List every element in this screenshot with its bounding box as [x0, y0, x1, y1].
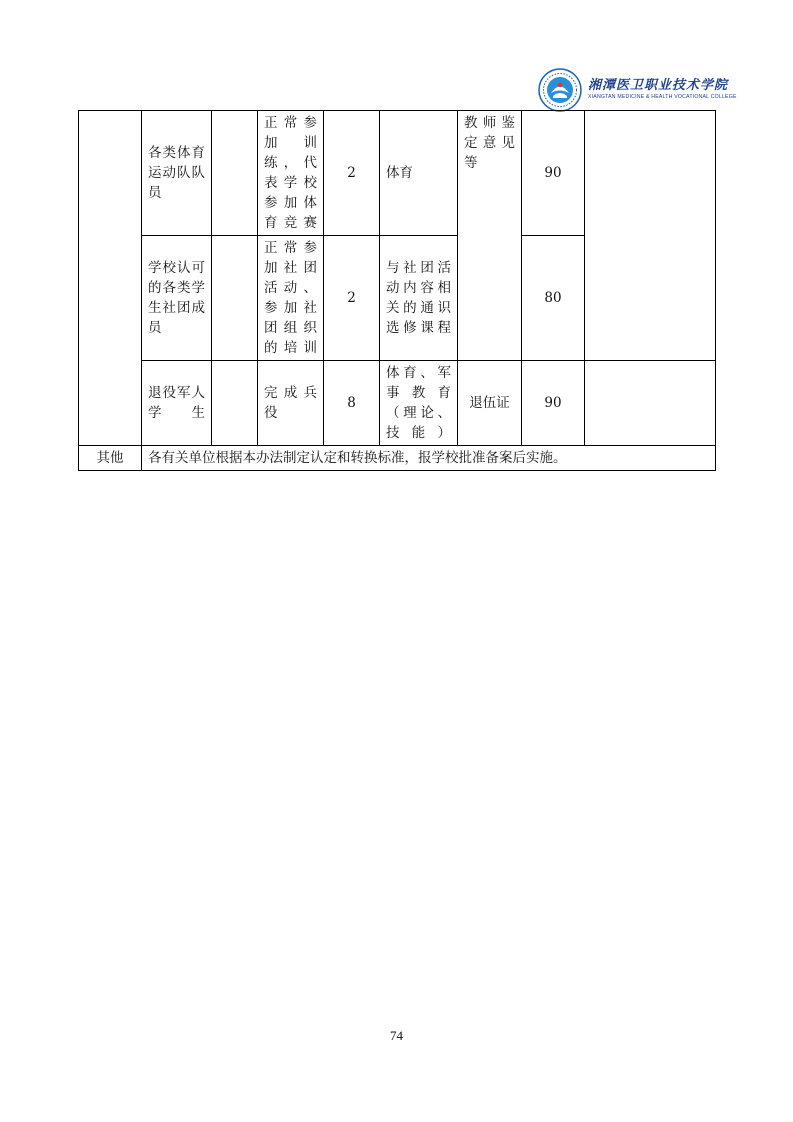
- condition-text: 完成兵役: [264, 385, 317, 421]
- college-emblem-icon: [538, 68, 582, 112]
- item-cell: [142, 361, 212, 446]
- proof-cell: [458, 111, 522, 361]
- score-cell: 90: [522, 361, 585, 446]
- credits-cell: 2: [324, 236, 380, 361]
- college-name: 湘潭医卫职业技术学院: [588, 78, 729, 93]
- course-cell: [380, 236, 458, 361]
- credits-cell: 2: [324, 111, 380, 236]
- item-cell: [142, 236, 212, 361]
- college-name-english: XIANGTAN MEDICINE & HEALTH VOCATIONAL COLLEGE: [588, 94, 737, 100]
- condition-text: 正常参加训练，代表学校参加体育竞赛: [264, 115, 317, 231]
- score-cell: 90: [522, 111, 585, 236]
- blank-cell: [212, 236, 258, 361]
- condition-cell: [258, 111, 324, 236]
- table-row-other: [79, 446, 716, 471]
- proof-cell: 退伍证: [458, 361, 522, 446]
- condition-text: 正常参加社团活动、参加社团组织的培训: [264, 240, 317, 356]
- page-number: 74: [390, 1028, 403, 1043]
- item-text: 退役军人学生: [148, 385, 205, 421]
- credits-cell: 8: [324, 361, 380, 446]
- course-text: 与社团活动内容相关的通识选修课程: [386, 260, 451, 336]
- other-label: 其他: [79, 446, 142, 471]
- table-row: [79, 111, 716, 236]
- score-cell: 80: [522, 236, 585, 361]
- college-logo: [538, 68, 737, 112]
- condition-cell: [258, 361, 324, 446]
- credit-conversion-table: [78, 110, 716, 471]
- remark-cell: [585, 361, 716, 446]
- remark-cell: [585, 111, 716, 361]
- blank-cell: [212, 361, 258, 446]
- course-cell: [380, 361, 458, 446]
- item-text: 各类体育运动队队员: [148, 145, 205, 201]
- course-text: 体育、军事教育（理论、技能）: [386, 365, 451, 441]
- item-cell: [142, 111, 212, 236]
- blank-cell: [212, 111, 258, 236]
- item-text: 学校认可的各类学生社团成员: [148, 260, 205, 336]
- proof-text: 教师鉴定意见等: [464, 115, 515, 171]
- course-cell: 体育: [380, 111, 458, 236]
- other-text: 各有关单位根据本办法制定认定和转换标准，报学校批准备案后实施。: [142, 446, 716, 471]
- table-row: [79, 361, 716, 446]
- category-cell: [79, 111, 142, 446]
- condition-cell: [258, 236, 324, 361]
